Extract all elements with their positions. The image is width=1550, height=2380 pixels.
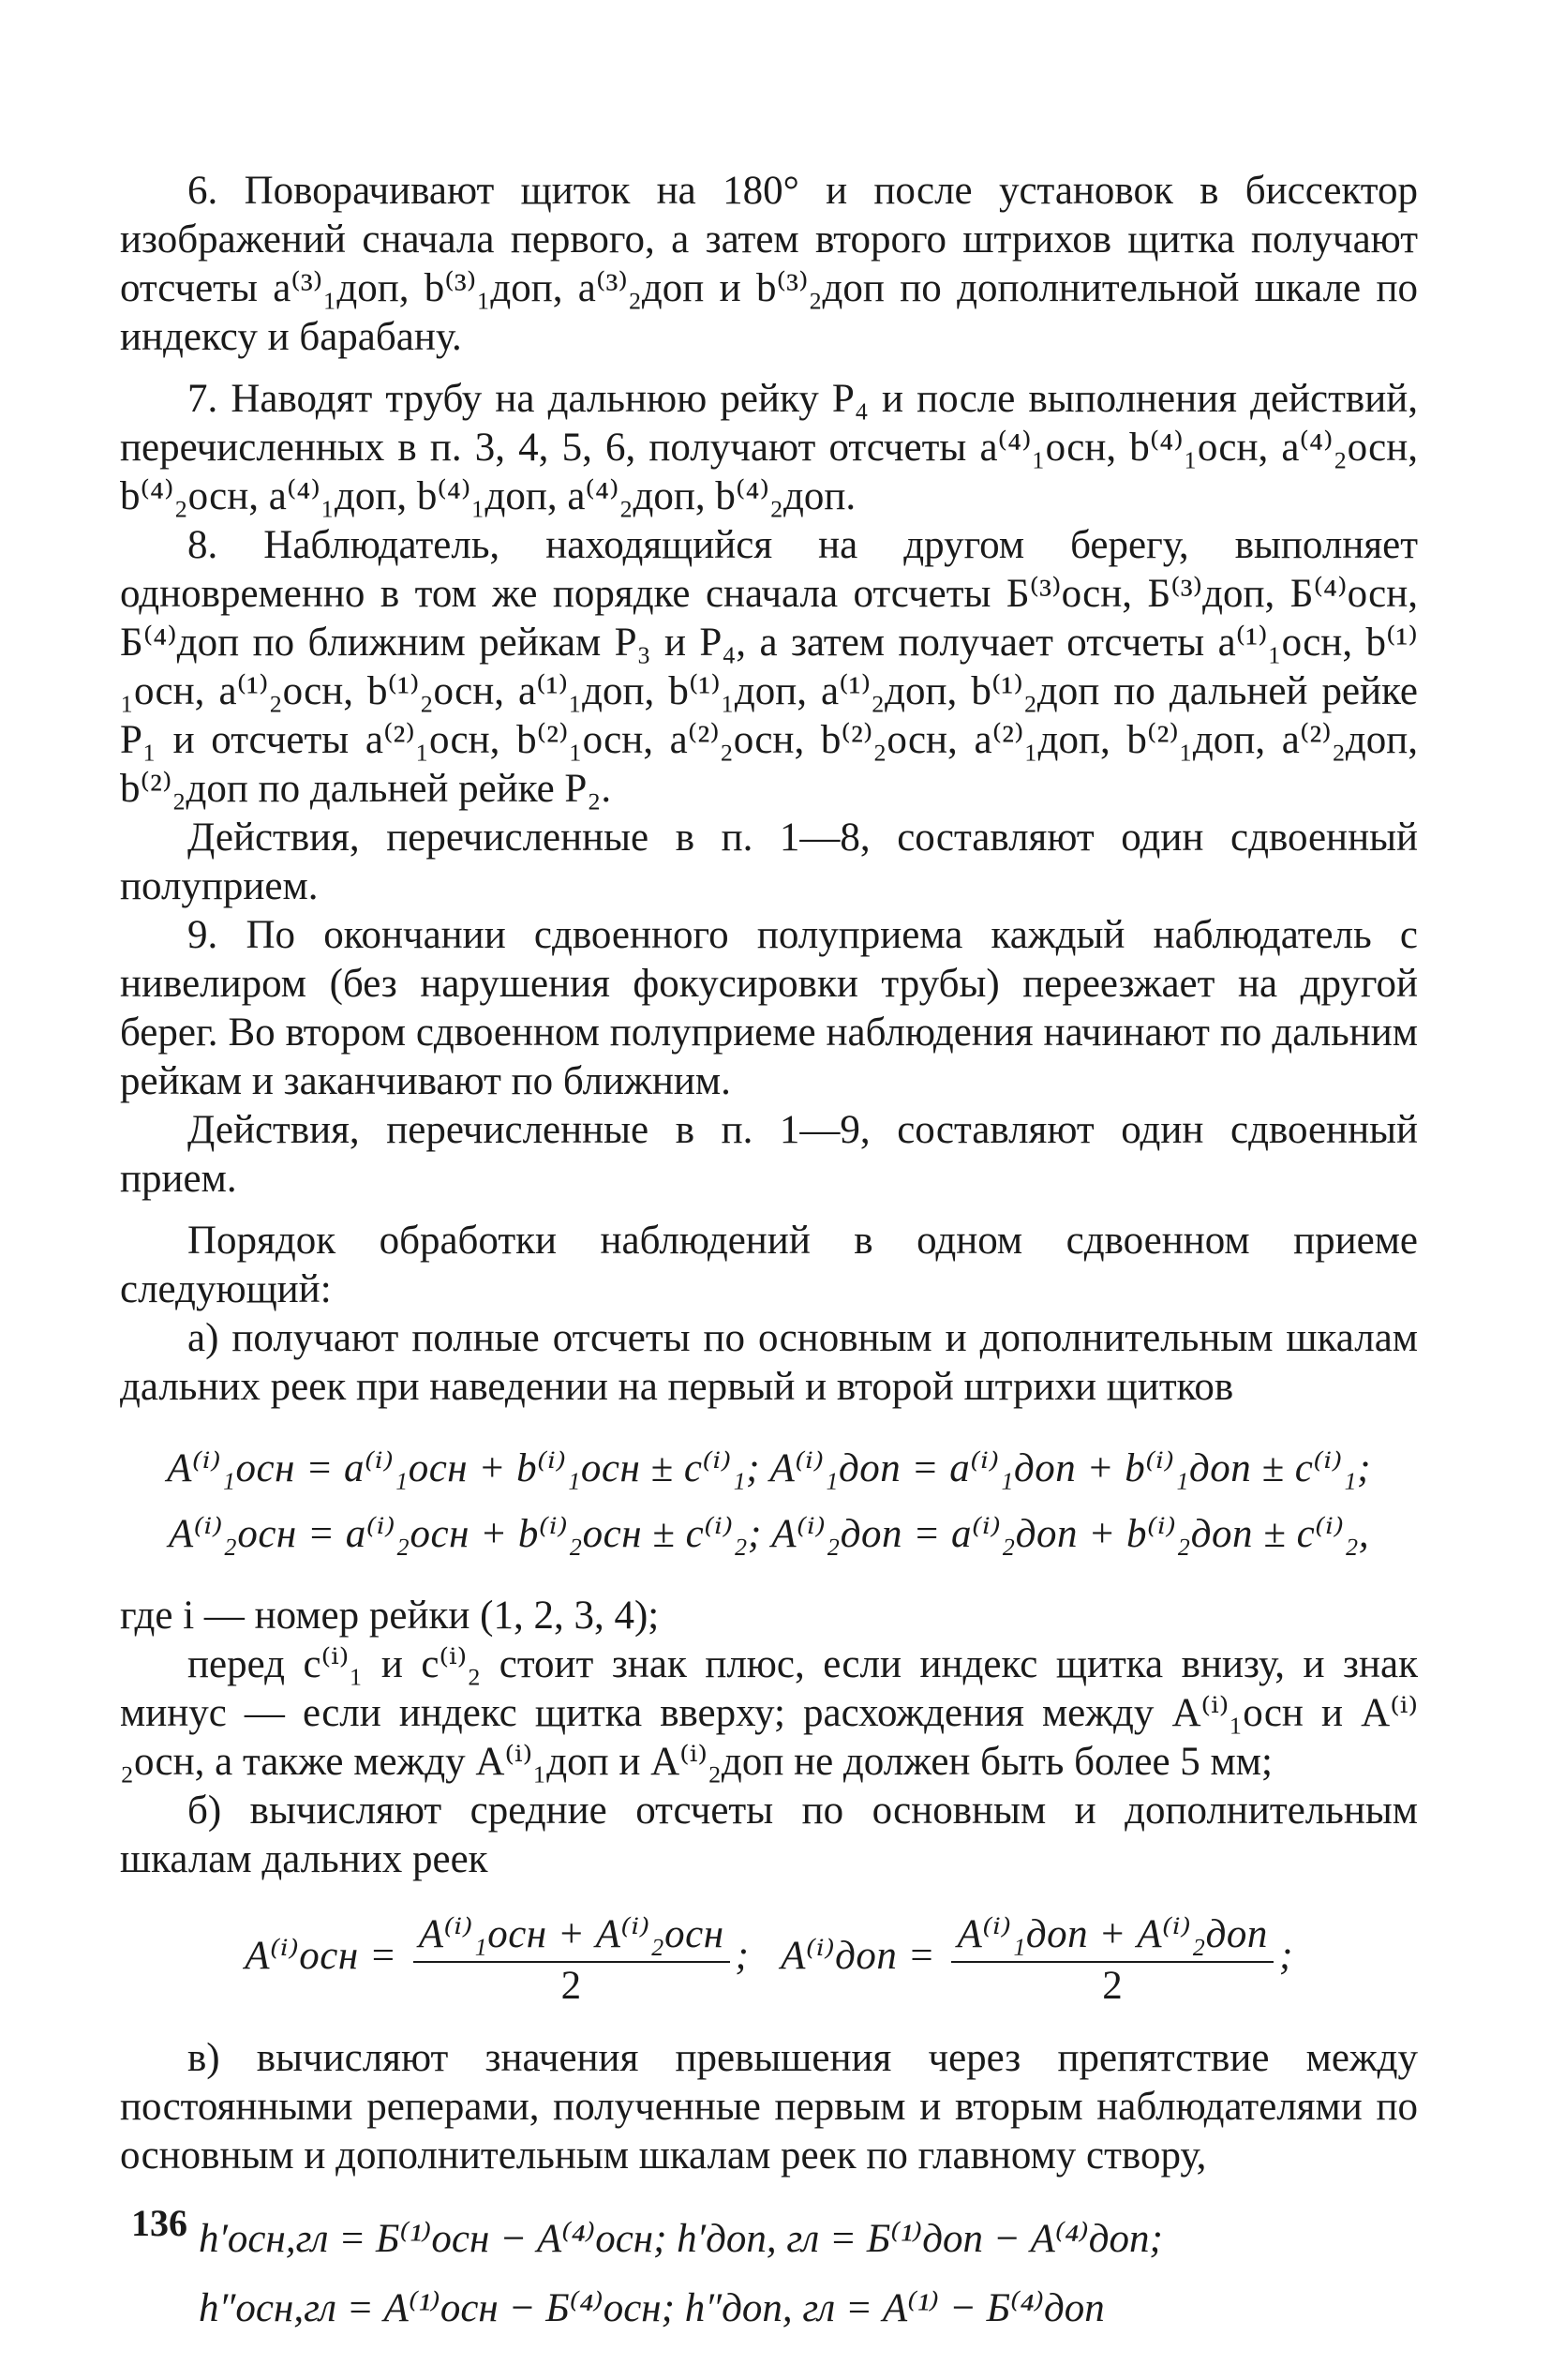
paragraph-step-a: а) получают полные отсчеты по основным и дополнительным шкалам дальних реек при наведении на первый и второй штрихи щитков (120, 1316, 1418, 1409)
paragraph-9: 9. По окончании сдвоенного полуприема каждый наблюдатель с нивелиром (без нарушения фокусировки трубы) переезжает на другой берег. Во втором сдвоенном полуприеме наблюдения начинают по дальним рейкам и заканчивают по ближним. (120, 913, 1418, 1103)
paragraph-8: 8. Наблюдатель, находящийся на другом берегу, выполняет одновременно в том же порядке сначала отсчеты Б⁽³⁾осн, Б⁽³⁾доп, Б⁽⁴⁾осн, Б⁽⁴⁾доп по ближним рейкам P₃ и P₄, а затем получает отсчеты a⁽¹⁾₁осн, b⁽¹⁾₁осн, a⁽¹⁾₂осн, b⁽¹⁾₂осн, a⁽¹⁾₁доп, b⁽¹⁾₁доп, a⁽¹⁾₂доп, b⁽¹⁾₂доп по дальней рейке P₁ и отсчеты a⁽²⁾₁осн, b⁽²⁾₁осн, a⁽²⁾₂осн, b⁽²⁾₂осн, a⁽²⁾₁доп, b⁽²⁾₁доп, a⁽²⁾₂доп, b⁽²⁾₂доп по дальней рейке P₂. (120, 523, 1418, 811)
paragraph-step-c: в) вычисляют значения превышения через препятствие между постоянными реперами, полученные первым и вторым наблюдателями по основным и дополнительным шкалам реек по главному створу, (120, 2036, 1418, 2178)
fraction-denominator: 2 (1102, 1964, 1124, 2008)
paragraph-step-b: б) вычисляют средние отсчеты по основным и дополнительным шкалам дальних реек (120, 1789, 1418, 1881)
formula-lhs: A⁽ⁱ⁾доп = (781, 1933, 936, 1978)
paragraph-9-note: Действия, перечисленные в п. 1—9, составляют один сдвоенный прием. (120, 1108, 1418, 1201)
fraction-numerator: A⁽ⁱ⁾₁осн + A⁽ⁱ⁾₂осн (413, 1908, 730, 1963)
fraction (413, 1908, 730, 2010)
formula-elevations (199, 2205, 1418, 2343)
formula-lhs: A⁽ⁱ⁾осн = (245, 1933, 397, 1978)
formula-row: h′осн,гл = Б⁽¹⁾осн − A⁽⁴⁾осн; h′доп, гл = Б⁽¹⁾доп − A⁽⁴⁾доп; (199, 2217, 1163, 2261)
paragraph-7: 7. Наводят трубу на дальнюю рейку P₄ и после выполнения действий, перечисленных в п. 3, 4, 5, 6, получают отсчеты a⁽⁴⁾₁осн, b⁽⁴⁾₁осн, a⁽⁴⁾₂осн, b⁽⁴⁾₂осн, a⁽⁴⁾₁доп, b⁽⁴⁾₁доп, a⁽⁴⁾₂доп, b⁽⁴⁾₂доп. (120, 377, 1418, 518)
formula-full-readings (120, 1436, 1418, 1567)
paragraph-sign-rule: перед c⁽ⁱ⁾₁ и c⁽ⁱ⁾₂ стоит знак плюс, если индекс щитка внизу, и знак минус — если индекс щитка вверху; расхождения между A⁽ⁱ⁾₁осн и A⁽ⁱ⁾₂осн, а также между A⁽ⁱ⁾₁доп и A⁽ⁱ⁾₂доп не должен быть более 5 мм; (120, 1642, 1418, 1784)
paragraph-processing-order: Порядок обработки наблюдений в одном сдвоенном приеме следующий: (120, 1219, 1418, 1311)
formula-row: A⁽ⁱ⁾₁осн = a⁽ⁱ⁾₁осн + b⁽ⁱ⁾₁осн ± c⁽ⁱ⁾₁; A⁽ⁱ⁾₁доп = a⁽ⁱ⁾₁доп + b⁽ⁱ⁾₁доп ± c⁽ⁱ⁾₁; (167, 1446, 1371, 1490)
fraction (951, 1908, 1274, 2010)
formula-row: h″осн,гл = A⁽¹⁾осн − Б⁽⁴⁾осн; h″доп, гл = A⁽¹⁾ − Б⁽⁴⁾доп (199, 2286, 1105, 2330)
page-number: 136 (131, 2202, 187, 2244)
paragraph-8-note: Действия, перечисленные в п. 1—8, составляют один сдвоенный полуприем. (120, 816, 1418, 908)
paragraph-6: 6. Поворачивают щиток на 180° и после установок в биссектор изображений сначала первого, а затем второго штрихов щитка получают отсчеты a⁽³⁾₁доп, b⁽³⁾₁доп, a⁽³⁾₂доп и b⁽³⁾₂доп по дополнительной шкале по индексу и барабану. (120, 169, 1418, 359)
page-body (120, 167, 1418, 2368)
formula-row: A⁽ⁱ⁾₂осн = a⁽ⁱ⁾₂осн + b⁽ⁱ⁾₂осн ± c⁽ⁱ⁾₂; A⁽ⁱ⁾₂доп = a⁽ⁱ⁾₂доп + b⁽ⁱ⁾₂доп ± c⁽ⁱ⁾₂, (168, 1512, 1370, 1556)
fraction-numerator: A⁽ⁱ⁾₁доп + A⁽ⁱ⁾₂доп (951, 1908, 1274, 1963)
paragraph-where: где i — номер рейки (1, 2, 3, 4); (120, 1594, 660, 1638)
fraction-denominator: 2 (560, 1964, 582, 2008)
formula-mean-readings: A⁽ⁱ⁾осн = $\frac{\text{A⁽ⁱ⁾₁осн + A⁽ⁱ⁾₂осн}}{2}$ ; A⁽ⁱ⁾доп = $\frac{\text{A⁽ⁱ⁾₁доп + A⁽ⁱ⁾₂доп}}{2}$ ; (120, 1908, 1418, 2010)
